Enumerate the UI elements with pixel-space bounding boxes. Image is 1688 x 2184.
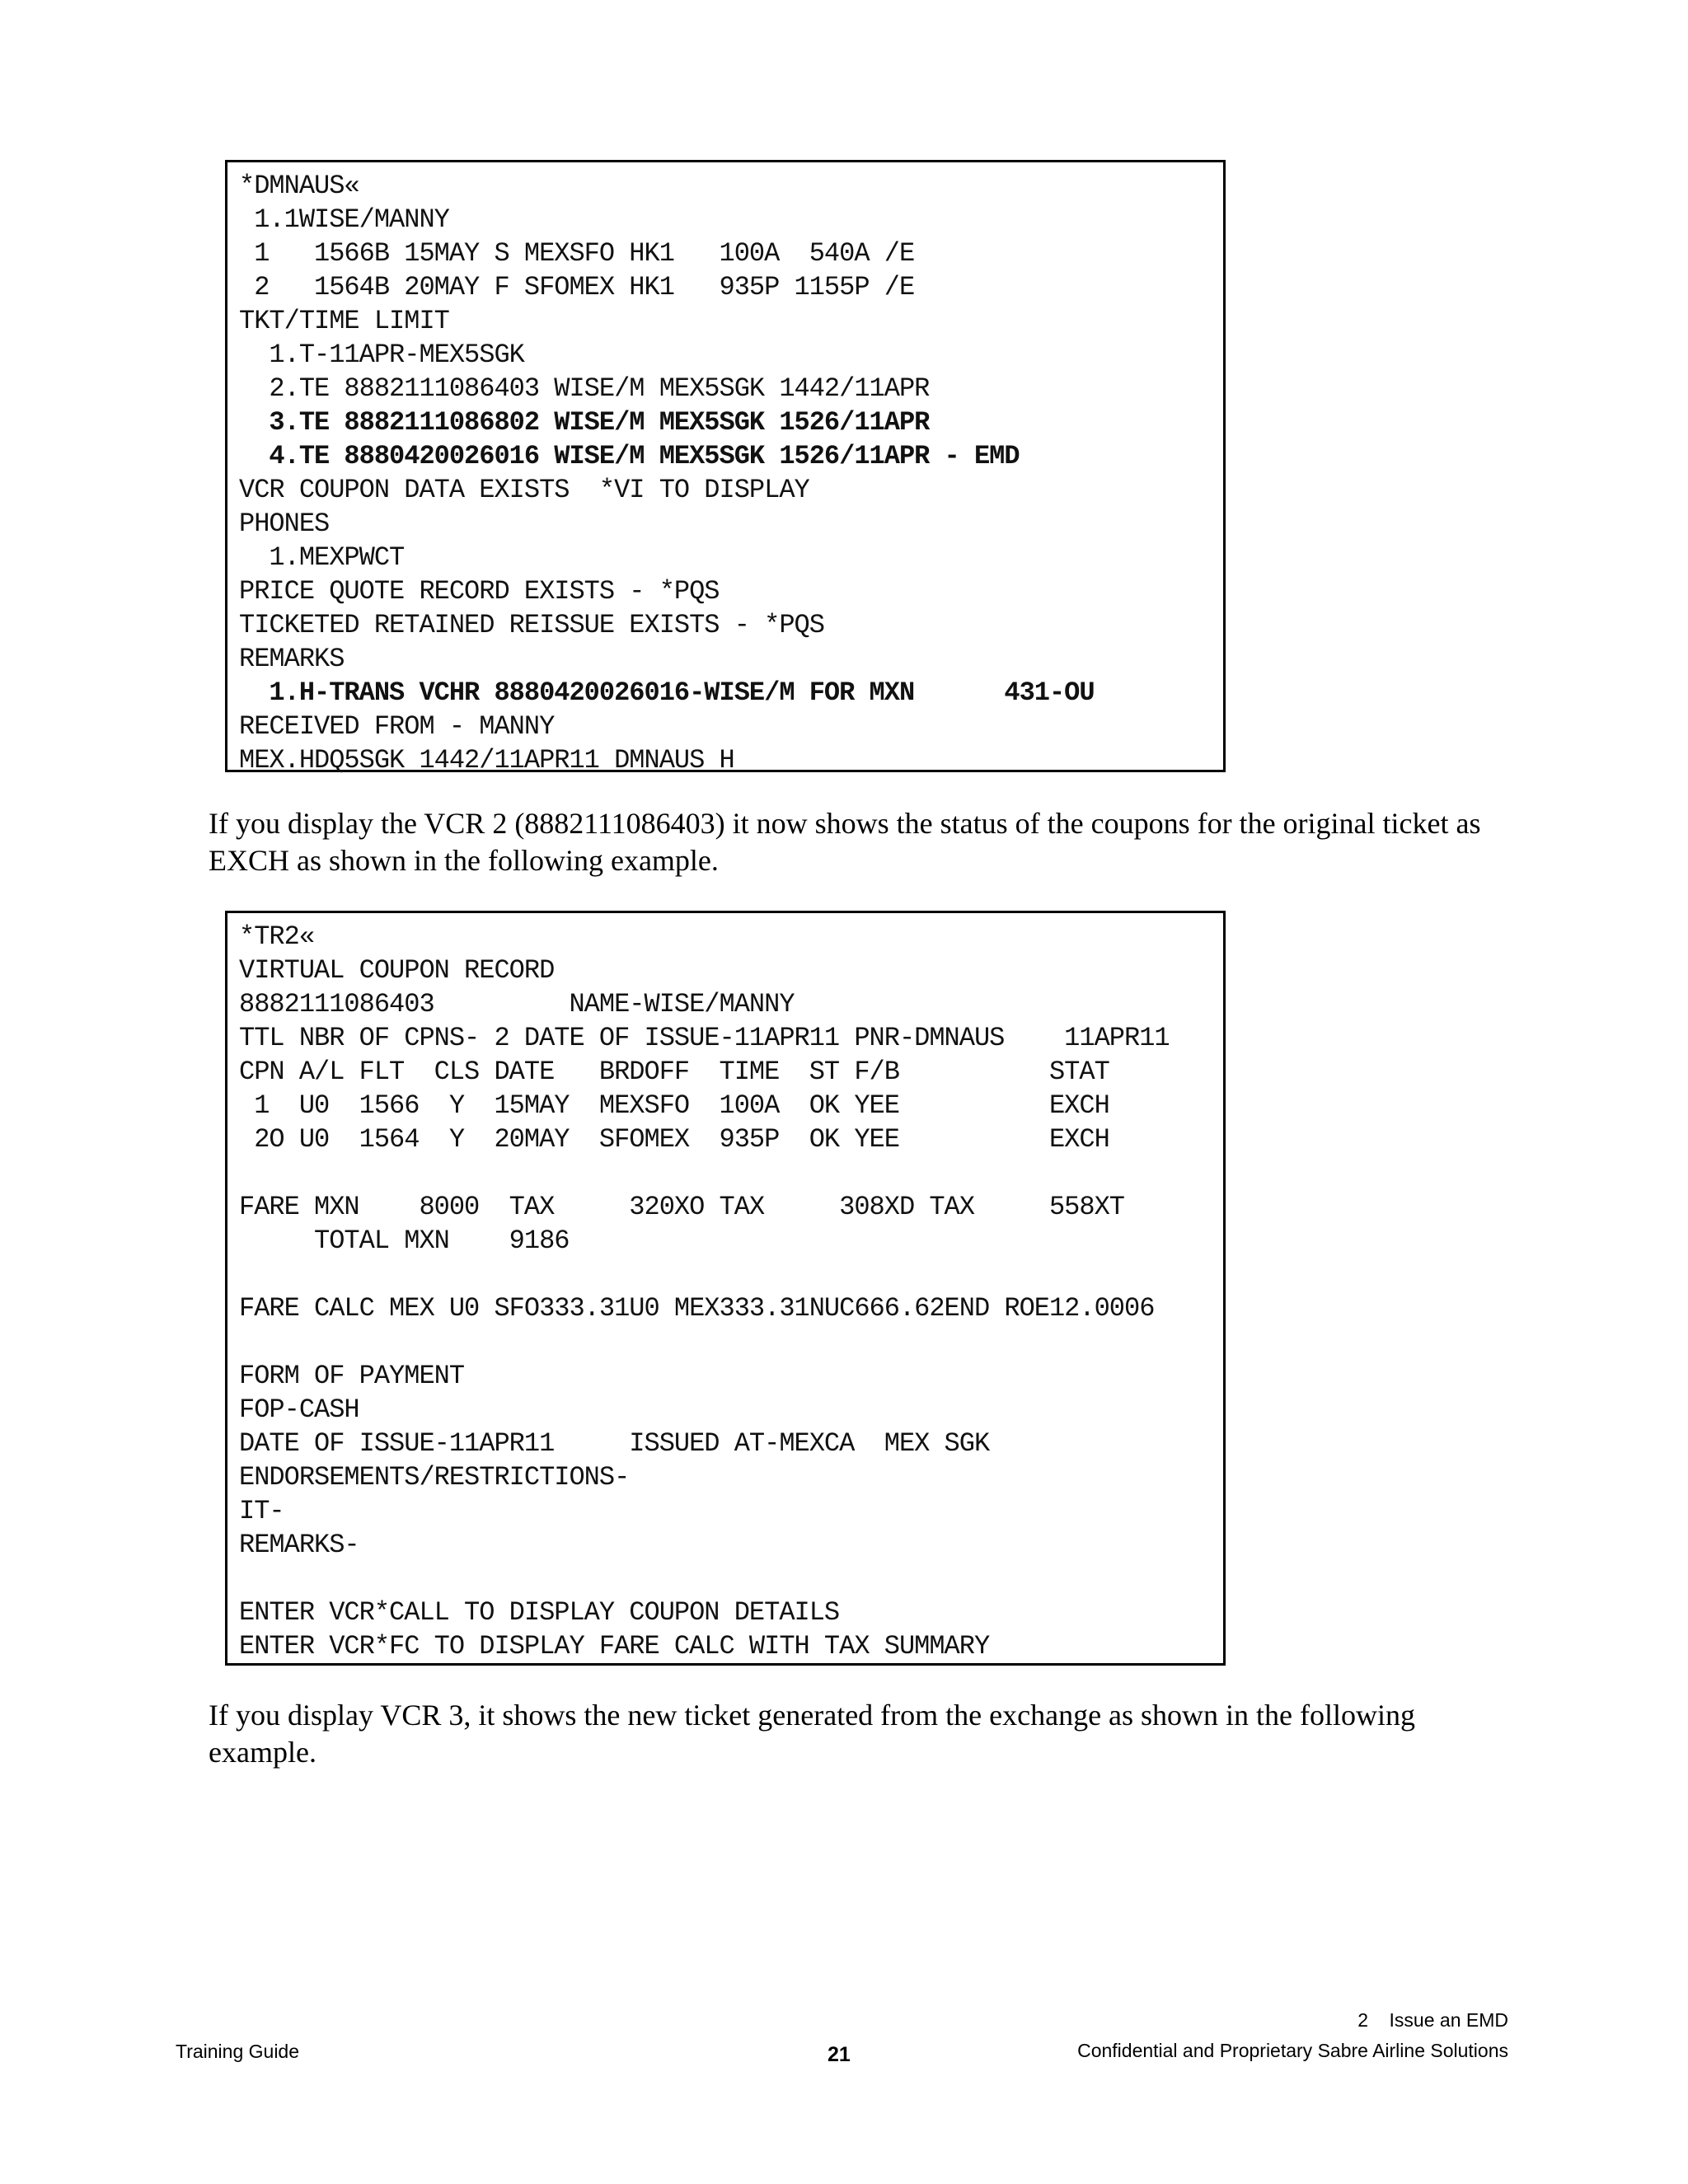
body-paragraph-vcr2: If you display the VCR 2 (8882111086403) it now shows the status of the coupons for the original ticket as EXCH as shown in the following example.: [209, 807, 1481, 877]
vcr-line: FOP-CASH: [239, 1394, 359, 1425]
vcr-line: CPN A/L FLT CLS DATE BRDOFF TIME ST F/B STAT: [239, 1057, 1109, 1087]
vcr-line: FARE MXN 8000 TAX 320XO TAX 308XD TAX 558XT: [239, 1192, 1124, 1222]
vcr-line: 8882111086403 NAME-WISE/MANNY: [239, 989, 795, 1019]
pnr-line: 1 1566B 15MAY S MEXSFO HK1 100A 540A /E: [239, 238, 915, 269]
pnr-line: MEX.HDQ5SGK 1442/11APR11 DMNAUS H: [239, 745, 734, 776]
footer-company: Confidential and Proprietary Sabre Airline Solutions: [1077, 2040, 1508, 2061]
vcr-line: 1 U0 1566 Y 15MAY MEXSFO 100A OK YEE EXCH: [239, 1090, 1109, 1121]
pnr-line: TICKETED RETAINED REISSUE EXISTS - *PQS: [239, 610, 824, 640]
footer-chapter: 2 Issue an EMD: [1357, 2009, 1508, 2031]
vcr-line: TTL NBR OF CPNS- 2 DATE OF ISSUE-11APR11 PNR-DMNAUS 11APR11: [239, 1023, 1170, 1053]
vcr-line: ENTER VCR*CALL TO DISPLAY COUPON DETAILS: [239, 1597, 840, 1628]
terminal-screen-vcr-display: [225, 911, 1226, 1666]
footer-page-number: 21: [828, 2043, 851, 2066]
vcr-line: [239, 1562, 1223, 1596]
vcr-line: ENDORSEMENTS/RESTRICTIONS-: [239, 1462, 630, 1493]
pnr-line: REMARKS: [239, 644, 345, 674]
pnr-line: 1.H-TRANS VCHR 8880420026016-WISE/M FOR MXN 431-OU: [239, 677, 1095, 708]
pnr-line: VCR COUPON DATA EXISTS *VI TO DISPLAY: [239, 475, 809, 505]
footer-guide-title: Training Guide: [176, 2041, 300, 2062]
vcr-line: ENTER VCR*FC TO DISPLAY FARE CALC WITH TAX SUMMARY: [239, 1631, 990, 1661]
vcr-line: TOTAL MXN 9186: [239, 1226, 570, 1256]
body-paragraph-vcr3: If you display VCR 3, it shows the new ticket generated from the exchange as shown in the following example.: [209, 1699, 1416, 1769]
vcr-line: *TR2«: [239, 921, 315, 952]
pnr-line: PHONES: [239, 509, 330, 539]
pnr-line: PRICE QUOTE RECORD EXISTS - *PQS: [239, 576, 720, 607]
pnr-line: 1.1WISE/MANNY: [239, 204, 449, 235]
pnr-line: TKT/TIME LIMIT: [239, 306, 449, 336]
pnr-line: *DMNAUS«: [239, 171, 359, 201]
pnr-line: 2.TE 8882111086403 WISE/M MEX5SGK 1442/11APR: [239, 373, 930, 404]
pnr-line: 3.TE 8882111086802 WISE/M MEX5SGK 1526/11APR: [239, 407, 930, 438]
vcr-line: VIRTUAL COUPON RECORD: [239, 955, 555, 986]
vcr-line: [239, 1325, 1223, 1359]
vcr-line: FARE CALC MEX U0 SFO333.31U0 MEX333.31NUC666.62END ROE12.0006: [239, 1293, 1155, 1324]
pnr-line: 2 1564B 20MAY F SFOMEX HK1 935P 1155P /E: [239, 272, 915, 302]
footer-right-block: [1077, 2008, 1508, 2069]
vcr-line: IT-: [239, 1496, 284, 1526]
vcr-line: [239, 1258, 1223, 1291]
vcr-line: [239, 1156, 1223, 1190]
pnr-line: RECEIVED FROM - MANNY: [239, 711, 555, 742]
vcr-line: 2O U0 1564 Y 20MAY SFOMEX 935P OK YEE EXCH: [239, 1124, 1109, 1155]
pnr-line: 1.MEXPWCT: [239, 542, 405, 573]
pnr-line: 4.TE 8880420026016 WISE/M MEX5SGK 1526/11APR - EMD: [239, 441, 1020, 471]
terminal-screen-pnr-display: [225, 160, 1226, 776]
vcr-line: FORM OF PAYMENT: [239, 1361, 465, 1391]
vcr-line: REMARKS-: [239, 1530, 359, 1560]
vcr-line: DATE OF ISSUE-11APR11 ISSUED AT-MEXCA MEX SGK: [239, 1428, 990, 1459]
pnr-line: 1.T-11APR-MEX5SGK: [239, 340, 524, 370]
